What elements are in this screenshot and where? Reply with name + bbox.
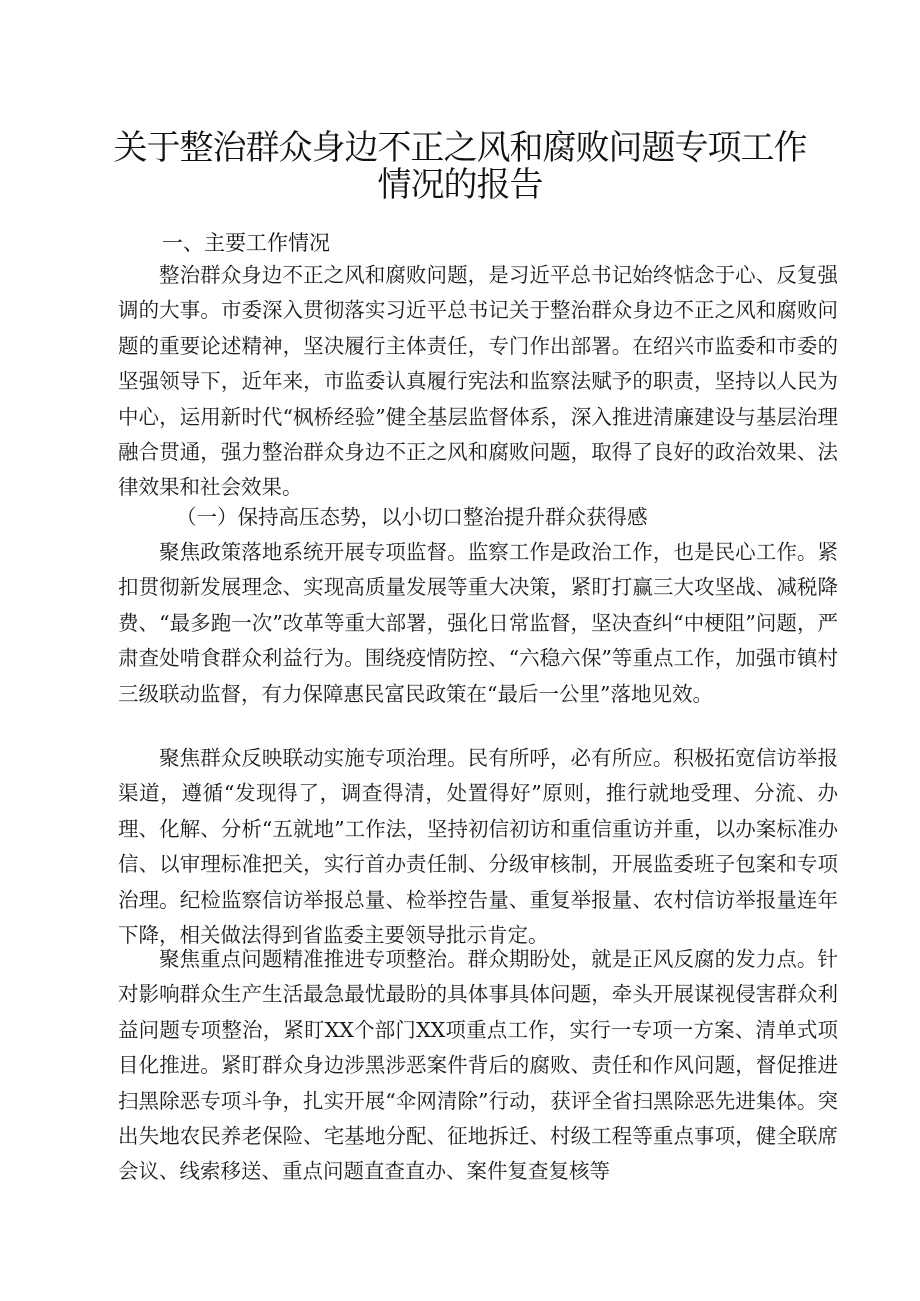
body-paragraph-2: 聚焦政策落地系统开展专项监督。监察工作是政治工作，也是民心工作。紧扣贯彻新发展理念、实现高质量发展等重大决策，紧盯打赢三大攻坚战、减税降费、“最多跑一次”改革等重大部署，强化日常监督，坚决查纠“中梗阻”问题，严肃查处啃食群众利益行为。围绕疫情防控、“六稳六保”等重点工作，加强市镇村三级联动监督，有力保障惠民富民政策在“最后一公里”落地见效。 (118, 540, 838, 706)
body-paragraph-1: 整治群众身边不正之风和腐败问题，是习近平总书记始终惦念于心、反复强调的大事。市委深入贯彻落实习近平总书记关于整治群众身边不正之风和腐败问题的重要论述精神，坚决履行主体责任，专门作出部署。在绍兴市监委和市委的坚强领导下，近年来，市监委认真履行宪法和监察法赋予的职责，坚持以人民为中心，运用新时代“枫桥经验”健全基层监督体系，深入推进清廉建设与基层治理融合贯通，强力整治群众身边不正之风和腐败问题，取得了良好的政治效果、法律效果和社会效果。 (118, 263, 838, 500)
body-paragraph-3: 聚焦群众反映联动实施专项治理。民有所呼，必有所应。积极拓宽信访举报渠道，遵循“发现得了，调查得清，处置得好”原则，推行就地受理、分流、办理、化解、分析“五就地”工作法，坚持初信初访和重信重访并重，以办案标准办信、以审理标准把关，实行首办责任制、分级审核制，开展监委班子包案和专项治理。纪检监察信访举报总量、检举控告量、重复举报量、农村信访举报量连年下降，相关做法得到省监委主要领导批示肯定。 (118, 746, 838, 948)
document-title-line-1: 关于整治群众身边不正之风和腐败问题专项工作 (113, 128, 807, 168)
document-title-line-2: 情况的报告 (377, 165, 543, 205)
subsection-heading-1: （一）保持高压态势，以小切口整治提升群众获得感 (176, 505, 648, 529)
body-paragraph-4: 聚焦重点问题精准推进专项整治。群众期盼处，就是正风反腐的发力点。针对影响群众生产生活最急最忧最盼的具体事具体问题，牵头开展谋视侵害群众利益问题专项整治，紧盯XX个部门XX项重点工作，实行一专项一方案、清单式项目化推进。紧盯群众身边涉黑涉恶案件背后的腐败、责任和作风问题，督促推进扫黑除恶专项斗争，扎实开展“伞网清除”行动，获评全省扫黑除恶先进集体。突出失地农民养老保险、宅基地分配、征地拆迁、村级工程等重点事项，健全联席会议、线索移送、重点问题直查直办、案件复查复核等 (118, 947, 838, 1184)
section-heading-main-work: 一、主要工作情况 (162, 231, 330, 255)
